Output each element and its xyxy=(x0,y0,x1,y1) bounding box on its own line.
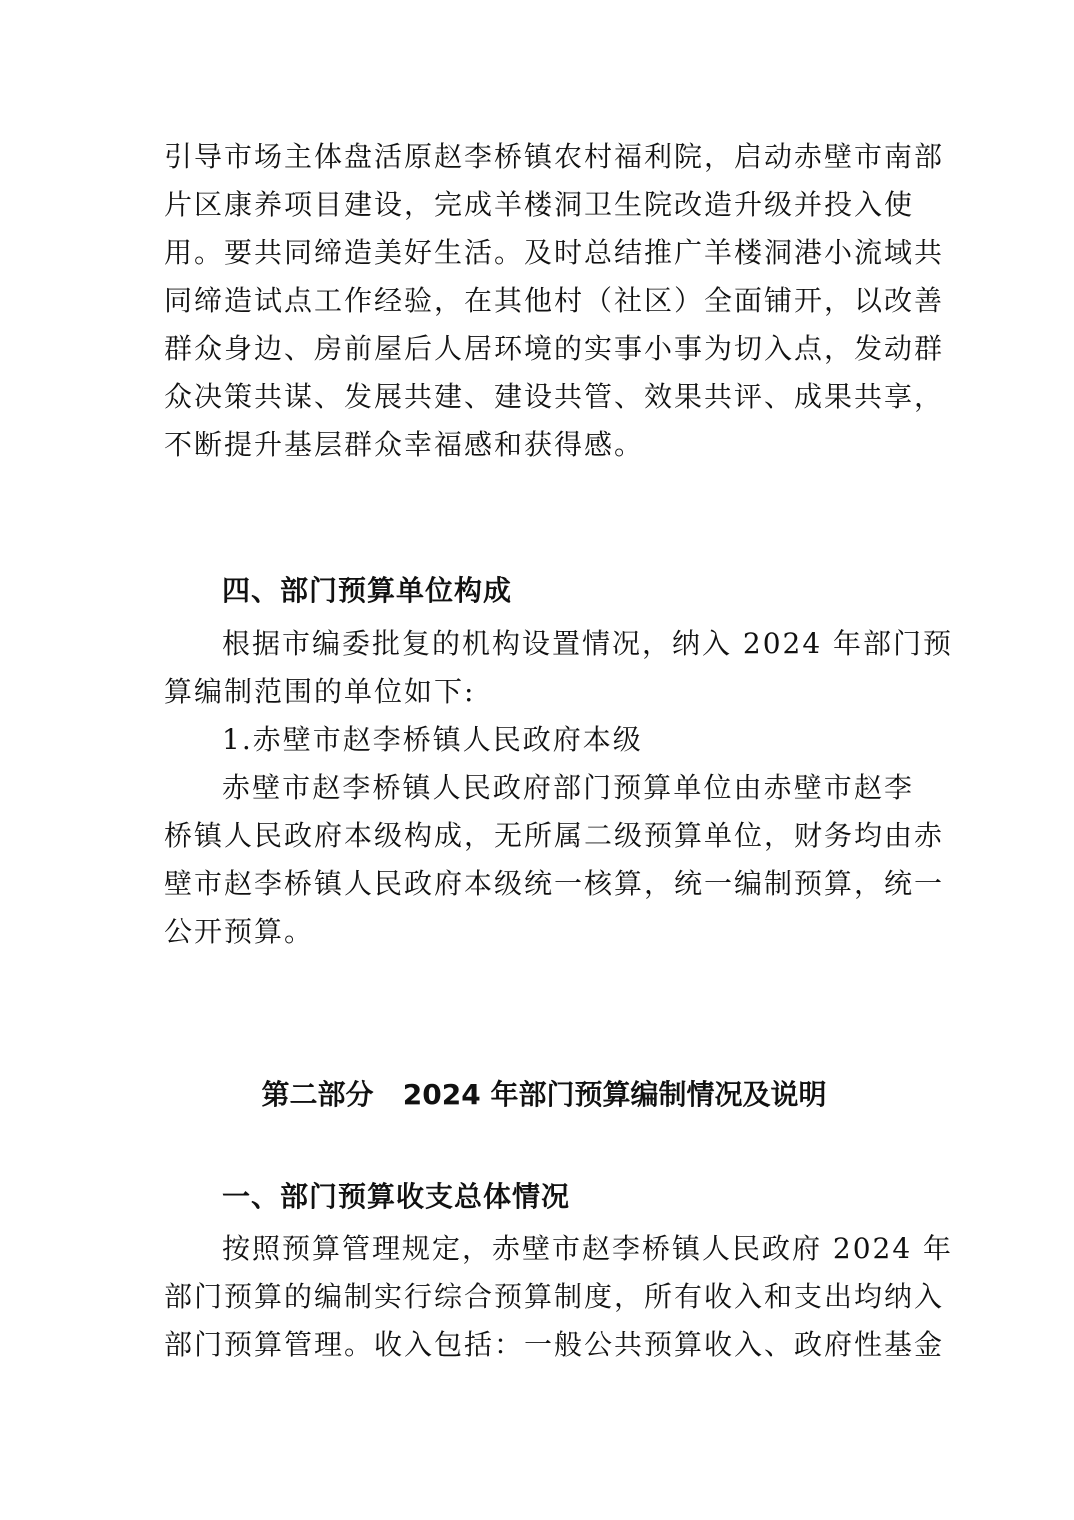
paragraph-line: 赤壁市赵李桥镇人民政府部门预算单位由赤壁市赵李 xyxy=(222,771,914,804)
list-item: 1.赤壁市赵李桥镇人民政府本级 xyxy=(222,723,643,756)
paragraph-line: 桥镇人民政府本级构成，无所属二级预算单位，财务均由赤 xyxy=(164,819,945,852)
section-1-body xyxy=(164,1225,954,1369)
section-heading-4: 四、部门预算单位构成 xyxy=(222,574,513,607)
paragraph-line: 算编制范围的单位如下: xyxy=(164,675,476,708)
paragraph-line: 不断提升基层群众幸福感和获得感。 xyxy=(164,428,645,461)
paragraph-line: 群众身边、房前屋后人居环境的实事小事为切入点，发动群 xyxy=(164,332,945,365)
paragraph-line: 众决策共谋、发展共建、建设共管、效果共评、成果共享， xyxy=(164,380,945,413)
paragraph-line: 部门预算管理。收入包括：一般公共预算收入、政府性基金 xyxy=(164,1328,945,1361)
part-title: 第二部分 2024 年部门预算编制情况及说明 xyxy=(261,1078,827,1111)
paragraph-line: 同缔造试点工作经验，在其他村（社区）全面铺开，以改善 xyxy=(164,284,945,317)
paragraph-line: 壁市赵李桥镇人民政府本级统一核算，统一编制预算，统一 xyxy=(164,867,945,900)
paragraph-line: 按照预算管理规定，赤壁市赵李桥镇人民政府 2024 年 xyxy=(222,1232,954,1265)
paragraph-line: 片区康养项目建设，完成羊楼洞卫生院改造升级并投入使 xyxy=(164,188,915,221)
paragraph-line: 公开预算。 xyxy=(164,915,315,948)
section-4-intro xyxy=(164,620,954,956)
continued-paragraph xyxy=(164,133,945,469)
paragraph-line: 用。要共同缔造美好生活。及时总结推广羊楼洞港小流域共 xyxy=(164,236,945,269)
paragraph-line: 部门预算的编制实行综合预算制度，所有收入和支出均纳入 xyxy=(164,1280,945,1313)
section-heading-1: 一、部门预算收支总体情况 xyxy=(222,1180,571,1213)
paragraph-line: 引导市场主体盘活原赵李桥镇农村福利院，启动赤壁市南部 xyxy=(164,140,945,173)
paragraph-line: 根据市编委批复的机构设置情况，纳入 2024 年部门预 xyxy=(222,627,954,660)
